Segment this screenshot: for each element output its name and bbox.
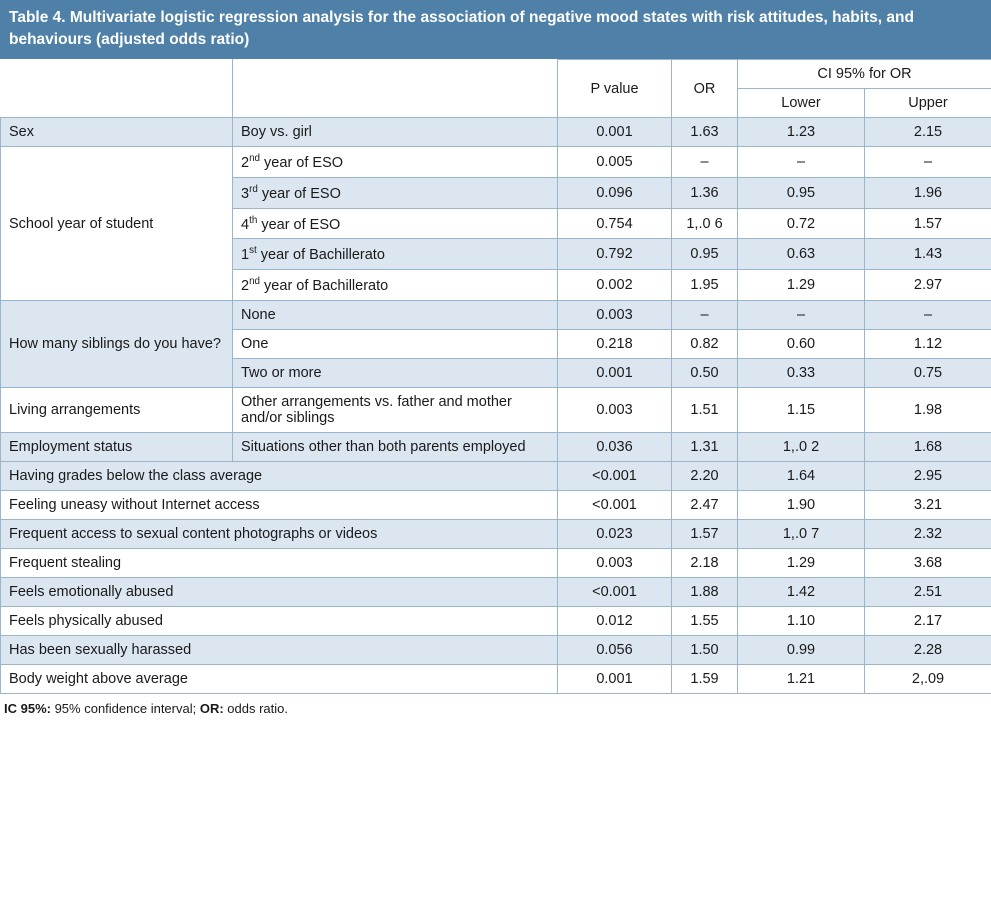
- cell-or: 0.50: [672, 359, 738, 388]
- cell-ci-upper: 2.97: [865, 270, 991, 301]
- cell-ci-lower: 1,.0 7: [738, 520, 865, 549]
- table-body: [1, 118, 991, 694]
- cell-ci-lower: 1.64: [738, 462, 865, 491]
- row-subcategory: [233, 239, 558, 270]
- row-subcategory-pre: 4: [241, 216, 250, 233]
- header-p-value: P value: [558, 60, 672, 118]
- table-title: Table 4. Multivariate logistic regression analysis for the association of negative mood states with risk attitudes, habits, and behaviours (adjusted odds ratio): [0, 0, 991, 59]
- cell-or: 1.59: [672, 665, 738, 694]
- cell-p-value: 0.023: [558, 520, 672, 549]
- cell-p-value: 0.003: [558, 549, 672, 578]
- row-subcategory-pre: One: [241, 336, 269, 353]
- cell-or: 1.95: [672, 270, 738, 301]
- cell-ci-lower: 0.99: [738, 636, 865, 665]
- row-label: Feeling uneasy without Internet access: [1, 491, 558, 520]
- cell-or: 0.82: [672, 330, 738, 359]
- cell-ci-upper: –: [865, 147, 991, 178]
- row-subcategory-pre: None: [241, 307, 276, 324]
- row-label: Feels physically abused: [1, 607, 558, 636]
- cell-ci-lower: 0.60: [738, 330, 865, 359]
- cell-ci-lower: 1.23: [738, 118, 865, 147]
- row-subcategory-pre: Two or more: [241, 365, 322, 382]
- cell-or: 1.50: [672, 636, 738, 665]
- row-label: Having grades below the class average: [1, 462, 558, 491]
- row-subcategory-sup: nd: [249, 153, 261, 164]
- cell-p-value: 0.218: [558, 330, 672, 359]
- row-subcategory-post: year of ESO: [260, 154, 344, 171]
- cell-p-value: 0.036: [558, 433, 672, 462]
- row-label: Frequent stealing: [1, 549, 558, 578]
- row-category: Sex: [1, 118, 233, 147]
- cell-ci-lower: –: [738, 301, 865, 330]
- cell-ci-upper: 1.68: [865, 433, 991, 462]
- cell-ci-upper: 3.68: [865, 549, 991, 578]
- cell-ci-lower: 1.90: [738, 491, 865, 520]
- cell-ci-upper: 1.43: [865, 239, 991, 270]
- cell-p-value: 0.002: [558, 270, 672, 301]
- table-row: [1, 433, 991, 462]
- row-subcategory-pre: Boy vs. girl: [241, 124, 312, 140]
- cell-ci-upper: 1.96: [865, 177, 991, 208]
- table-row: [1, 301, 991, 330]
- cell-ci-lower: 1.10: [738, 607, 865, 636]
- cell-p-value: 0.001: [558, 359, 672, 388]
- table-footnote: [0, 694, 991, 720]
- row-subcategory-post: year of Bachillerato: [260, 278, 389, 295]
- header-ci-upper: Upper: [865, 89, 991, 118]
- cell-or: 1.55: [672, 607, 738, 636]
- row-subcategory: [233, 147, 558, 178]
- cell-or: 1.31: [672, 433, 738, 462]
- cell-ci-upper: 2,.09: [865, 665, 991, 694]
- cell-or: 1.63: [672, 118, 738, 147]
- header-blank-category: [1, 60, 233, 118]
- row-subcategory-post: year of ESO: [257, 185, 341, 202]
- cell-or: 2.47: [672, 491, 738, 520]
- cell-or: 1.36: [672, 177, 738, 208]
- cell-ci-upper: 3.21: [865, 491, 991, 520]
- row-subcategory: [233, 270, 558, 301]
- cell-or: 1.51: [672, 388, 738, 433]
- row-subcategory: [233, 359, 558, 388]
- cell-ci-upper: 2.15: [865, 118, 991, 147]
- cell-p-value: 0.792: [558, 239, 672, 270]
- row-label: Frequent access to sexual content photographs or videos: [1, 520, 558, 549]
- table-row: [1, 578, 991, 607]
- cell-or: 2.20: [672, 462, 738, 491]
- row-category: Employment status: [1, 433, 233, 462]
- header-row-1: [1, 60, 991, 89]
- row-category: How many siblings do you have?: [1, 301, 233, 388]
- row-subcategory-post: year of Bachillerato: [256, 247, 385, 264]
- header-ci-lower: Lower: [738, 89, 865, 118]
- cell-ci-lower: 1.15: [738, 388, 865, 433]
- cell-p-value: 0.001: [558, 665, 672, 694]
- row-subcategory: [233, 118, 558, 147]
- footnote-text-or: odds ratio.: [223, 701, 289, 717]
- table-row: [1, 607, 991, 636]
- cell-ci-lower: 0.33: [738, 359, 865, 388]
- cell-ci-lower: 1,.0 2: [738, 433, 865, 462]
- row-subcategory-sup: rd: [249, 183, 258, 195]
- row-subcategory: [233, 388, 558, 433]
- header-or: OR: [672, 60, 738, 118]
- cell-p-value: <0.001: [558, 462, 672, 491]
- row-label: Body weight above average: [1, 665, 558, 694]
- cell-p-value: 0.012: [558, 607, 672, 636]
- table-row: [1, 549, 991, 578]
- row-category: Living arrangements: [1, 388, 233, 433]
- cell-or: 1.57: [672, 520, 738, 549]
- header-blank-subcategory: [233, 60, 558, 118]
- cell-ci-lower: 0.72: [738, 208, 865, 239]
- table-header: [1, 60, 991, 118]
- cell-ci-upper: 1.57: [865, 208, 991, 239]
- table-row: [1, 147, 991, 178]
- table-row: [1, 491, 991, 520]
- row-subcategory: [233, 330, 558, 359]
- row-subcategory-pre: 1: [241, 247, 250, 264]
- footnote-text-ic: 95% confidence interval;: [50, 701, 200, 717]
- cell-ci-upper: –: [865, 301, 991, 330]
- footnote-label-or: OR:: [199, 701, 224, 717]
- table-row: [1, 388, 991, 433]
- results-table: [0, 59, 991, 694]
- cell-p-value: 0.003: [558, 388, 672, 433]
- cell-ci-upper: 1.98: [865, 388, 991, 433]
- cell-ci-lower: 1.29: [738, 549, 865, 578]
- cell-ci-lower: 1.29: [738, 270, 865, 301]
- row-label: Has been sexually harassed: [1, 636, 558, 665]
- cell-ci-upper: 2.32: [865, 520, 991, 549]
- cell-ci-upper: 2.51: [865, 578, 991, 607]
- row-label: Feels emotionally abused: [1, 578, 558, 607]
- row-subcategory-pre: 2: [241, 154, 250, 171]
- row-category: School year of student: [1, 147, 233, 301]
- footnote-label-ic: IC 95%:: [4, 701, 51, 717]
- cell-p-value: <0.001: [558, 578, 672, 607]
- row-subcategory-pre: Situations other than both parents employed: [241, 439, 526, 456]
- cell-ci-lower: 1.21: [738, 665, 865, 694]
- table-row: [1, 118, 991, 147]
- cell-ci-lower: 1.42: [738, 578, 865, 607]
- table-row: [1, 520, 991, 549]
- cell-p-value: 0.005: [558, 147, 672, 178]
- cell-or: 0.95: [672, 239, 738, 270]
- cell-p-value: 0.003: [558, 301, 672, 330]
- row-subcategory: [233, 301, 558, 330]
- cell-ci-upper: 2.28: [865, 636, 991, 665]
- cell-or: –: [672, 147, 738, 178]
- cell-ci-upper: 2.95: [865, 462, 991, 491]
- row-subcategory-sup: nd: [249, 276, 261, 288]
- cell-or: 1.88: [672, 578, 738, 607]
- row-subcategory: [233, 433, 558, 462]
- cell-or: 2.18: [672, 549, 738, 578]
- table-row: [1, 665, 991, 694]
- cell-ci-upper: 2.17: [865, 607, 991, 636]
- cell-ci-upper: 1.12: [865, 330, 991, 359]
- row-subcategory-pre: 2: [241, 278, 250, 295]
- cell-or: –: [672, 301, 738, 330]
- cell-ci-lower: 0.63: [738, 239, 865, 270]
- row-subcategory-post: year of ESO: [257, 216, 341, 233]
- header-ci-group: CI 95% for OR: [738, 60, 991, 89]
- row-subcategory: [233, 208, 558, 239]
- cell-p-value: 0.056: [558, 636, 672, 665]
- row-subcategory-sup: st: [249, 245, 257, 257]
- row-subcategory-pre: Other arrangements vs. father and mother and/or siblings: [241, 394, 512, 427]
- row-subcategory: [233, 177, 558, 208]
- cell-ci-upper: 0.75: [865, 359, 991, 388]
- cell-p-value: 0.001: [558, 118, 672, 147]
- table-row: [1, 462, 991, 491]
- table-row: [1, 636, 991, 665]
- cell-or: 1,.0 6: [672, 208, 738, 239]
- row-subcategory-sup: th: [249, 214, 258, 226]
- cell-p-value: <0.001: [558, 491, 672, 520]
- row-subcategory-pre: 3: [241, 185, 250, 202]
- cell-p-value: 0.754: [558, 208, 672, 239]
- cell-p-value: 0.096: [558, 177, 672, 208]
- cell-ci-lower: –: [738, 147, 865, 178]
- cell-ci-lower: 0.95: [738, 177, 865, 208]
